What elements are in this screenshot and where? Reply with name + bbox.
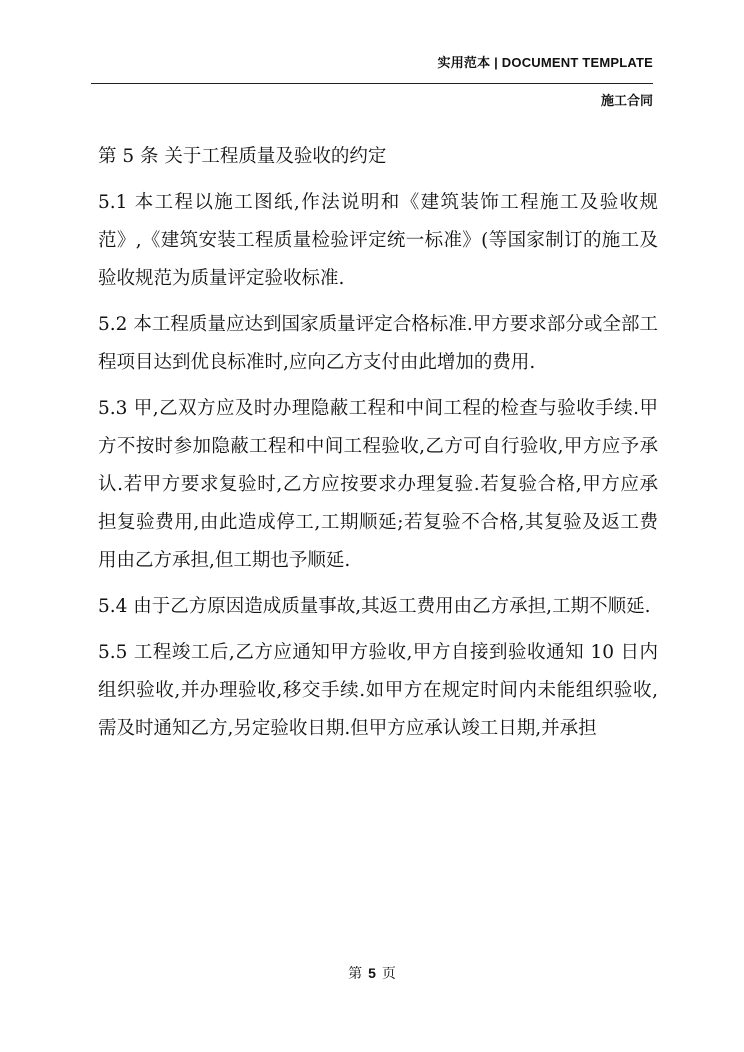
clause-5-4: 5.4 由于乙方原因造成质量事故,其返工费用由乙方承担,工期不顺延. bbox=[98, 596, 651, 617]
page-number: 5 bbox=[368, 965, 376, 981]
document-body bbox=[98, 138, 658, 756]
clause-5-1: 5.1 本工程以施工图纸,作法说明和《建筑装饰工程施工及验收规范》,《建筑安装工程质量检验评定统一标准》(等国家制订的施工及验收规范为质量评定验收标准. bbox=[98, 192, 658, 289]
footer-prefix: 第 bbox=[348, 966, 363, 982]
clause-5-5: 5.5 工程竣工后,乙方应通知甲方验收,甲方自接到验收通知 10 日内组织验收,并办理验收,移交手续.如甲方在规定时间内未能组织验收,需及时通知乙方,另定验收日期.但甲方应承认竣工日期,并承担 bbox=[98, 642, 658, 739]
article-heading: 第 5 条 关于工程质量及验收的约定 bbox=[98, 146, 387, 167]
clause-5-2: 5.2 本工程质量应达到国家质量评定合格标准.甲方要求部分或全部工程项目达到优良标准时,应向乙方支付由此增加的费用. bbox=[98, 314, 658, 373]
footer-suffix: 页 bbox=[381, 966, 396, 982]
header-divider bbox=[91, 83, 653, 84]
clause-5-3: 5.3 甲,乙双方应及时办理隐蔽工程和中间工程的检查与验收手续.甲方不按时参加隐蔽工程和中间工程验收,乙方可自行验收,甲方应予承认.若甲方要求复验时,乙方应按要求办理复验.若复验合格,甲方应承担复验费用,由此造成停工,工期顺延;若复验不合格,其复验及返工费用由乙方承担,但工期也予顺延. bbox=[98, 398, 658, 571]
page-footer bbox=[0, 963, 744, 983]
header-title: 实用范本 | DOCUMENT TEMPLATE bbox=[437, 55, 653, 70]
header-subtitle: 施工合同 bbox=[600, 93, 653, 108]
